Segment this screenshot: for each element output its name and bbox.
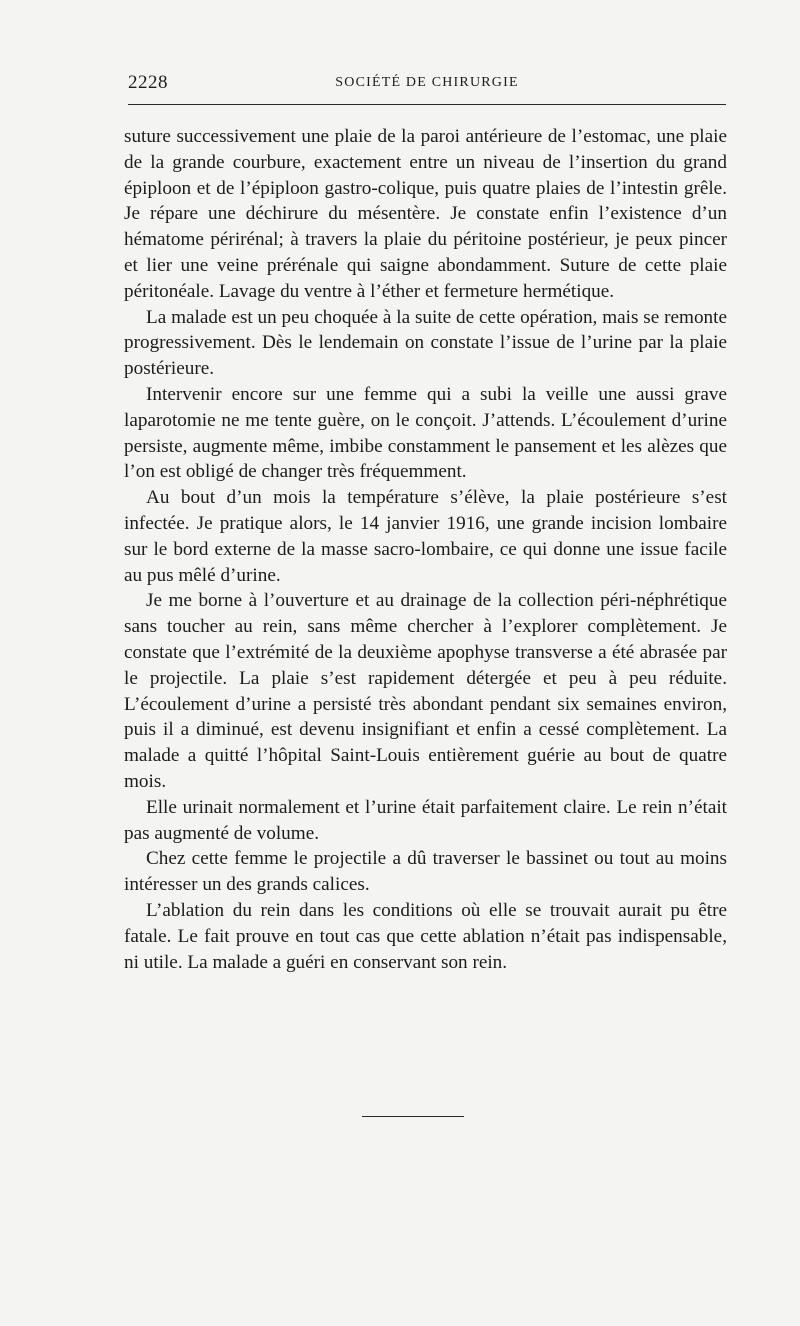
paragraph: La malade est un peu choquée à la suite de cette opération, mais se remonte progressivement. Dès le lendemain on constate l’issue de l’urine par la plaie postérieure.	[124, 306, 727, 380]
paragraph: Elle urinait normalement et l’urine était parfaitement claire. Le rein n’était pas augmenté de volume.	[124, 796, 727, 844]
paragraph: Chez cette femme le projectile a dû traverser le bassinet ou tout au moins intéresser un des grands calices.	[124, 848, 727, 896]
paragraph: Au bout d’un mois la température s’élève, la plaie postérieure s’est infectée. Je pratique alors, le 14 janvier 1916, une grande incision lombaire sur le bord externe de la masse sacro-lombaire, ce qui donne une issue facile au pus mêlé d’urine.	[124, 487, 727, 586]
body-text	[124, 124, 727, 975]
paragraph-continued: suture successivement une plaie de la paroi antérieure de l’estomac, une plaie de la grande courbure, exactement entre un niveau de l’insertion du grand épiploon et de l’épiploon gastro-colique, puis quatre plaies de l’intestin grêle. Je répare une déchirure du mésentère. Je constate enfin l’existence d’un hématome périrénal; à travers la plaie du péritoine postérieur, je peux pincer et lier une veine prérénale qui saigne abondamment. Suture de cette plaie péritonéale. Lavage du ventre à l’éther et fermeture hermétique.	[124, 126, 727, 302]
paragraph: Intervenir encore sur une femme qui a subi la veille une aussi grave laparotomie ne me tente guère, on le conçoit. J’attends. L’écoulement d’urine persiste, augmente même, imbibe constamment le pansement et les alèzes que l’on est obligé de changer très fréquemment.	[124, 383, 727, 483]
page-number: 2228	[128, 72, 168, 93]
paragraph: Je me borne à l’ouverture et au drainage de la collection péri-néphrétique sans toucher au rein, sans même chercher à l’explorer complètement. Je constate que l’extrémité de la deuxième apophyse transverse a été abrasée par le projectile. La plaie s’est rapidement détergée et peu à peu réduite. L’écoulement d’urine a persisté très abondant pendant six semaines environ, puis il a diminué, est devenu insignifiant et enfin a cessé complètement. La malade a quitté l’hôpital Saint-Louis entièrement guérie au bout de quatre mois.	[124, 590, 727, 792]
paragraph: L’ablation du rein dans les conditions où elle se trouvait aurait pu être fatale. Le fait prouve en tout cas que cette ablation n’était pas indispensable, ni utile. La malade a guéri en conservant son rein.	[124, 899, 727, 973]
header-rule	[128, 104, 726, 105]
running-title: SOCIÉTÉ DE CHIRURGIE	[335, 75, 519, 90]
running-head	[128, 72, 726, 96]
section-end-rule	[362, 1116, 464, 1117]
